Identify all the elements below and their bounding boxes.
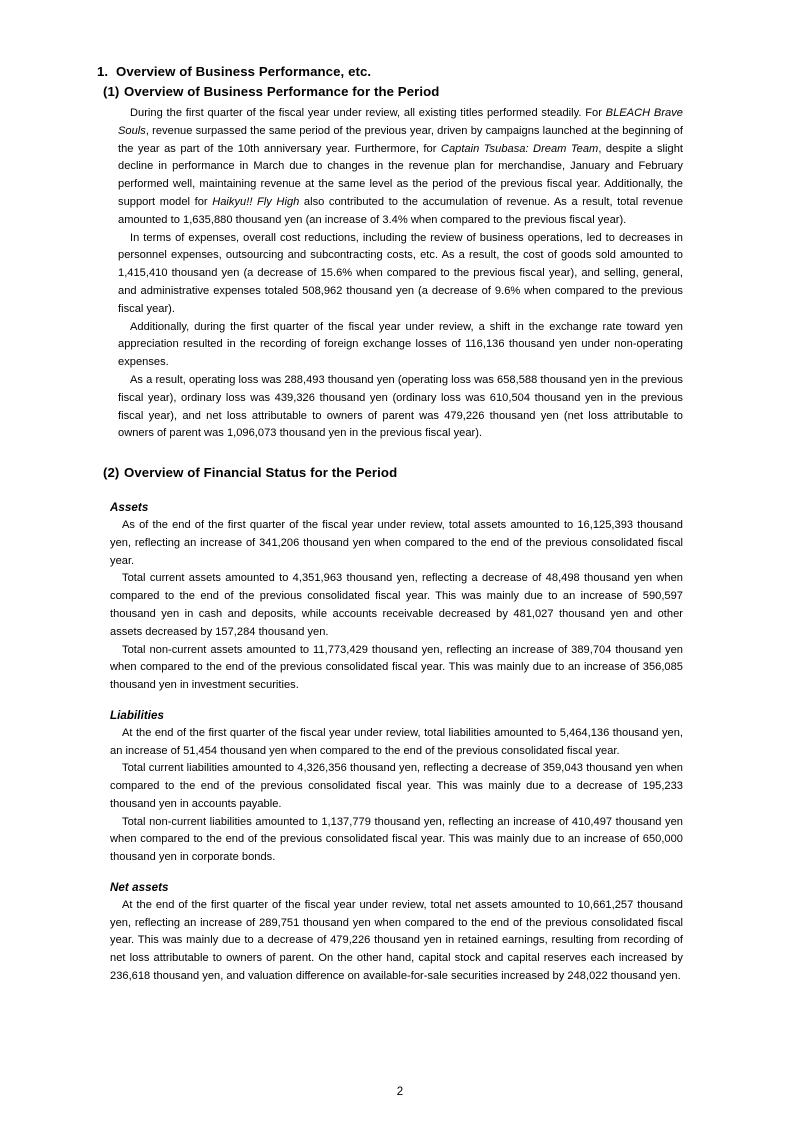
heading-section-1-number: 1. xyxy=(97,64,109,79)
paragraph: Total current assets amounted to 4,351,963 thousand yen, reflecting a decrease of 48,498 thousand yen when compared to the end of the previous consolidated fiscal year. This was mainly due to an increase of 590,597 thousand yen in cash and deposits, while accounts receivable decreased by 481,027 thousand yen and other assets decreased by 157,284 thousand yen. xyxy=(110,572,683,638)
heading-section-1-title: Overview of Business Performance, etc. xyxy=(116,64,372,79)
heading-subsection-2-number: (2) xyxy=(103,465,120,481)
paragraph: In terms of expenses, overall cost reductions, including the review of business operations, led to decreases in personnel expenses, outsourcing and subcontracting costs, etc. As a result, the cost of goods sold amounted to 1,415,410 thousand yen (a decrease of 15.6% when compared to the previous fiscal year), and selling, general, and administrative expenses totaled 508,962 thousand yen (a decrease of 9.6% when compared to the previous fiscal year). xyxy=(118,231,683,315)
heading-section-1 xyxy=(97,62,683,81)
liabilities-body xyxy=(110,725,683,867)
spacer xyxy=(97,443,683,463)
paragraph: At the end of the first quarter of the fiscal year under review, total liabilities amounted to 5,464,136 thousand yen, an increase of 51,454 thousand yen when compared to the end of the previous consolidated fiscal year. xyxy=(110,726,683,757)
heading-assets: Assets xyxy=(110,501,149,515)
spacer xyxy=(97,482,683,499)
paragraph: At the end of the first quarter of the fiscal year under review, total net assets amounted to 10,661,257 thousand yen, reflecting an increase of 289,751 thousand yen when compared to the end of the previous consolidated fiscal year. This was mainly due to a decrease of 479,226 thousand yen in retained earnings, resulting from recording of net loss attributable to owners of parent. On the other hand, capital stock and capital reserves each increased by 236,618 thousand yen, and valuation difference on available-for-sale securities increased by 248,022 thousand yen. xyxy=(110,898,683,983)
heading-subsection-2 xyxy=(103,463,683,482)
spacer xyxy=(97,867,683,879)
subsection-1-body xyxy=(118,105,683,443)
heading-subsection-1-number: (1) xyxy=(103,84,120,99)
page-number: 2 xyxy=(396,1086,404,1098)
paragraph: During the first quarter of the fiscal year under review, all existing titles performed steadily. For BLEACH Brave Souls, revenue surpassed the same period of the previous year, driven by campaigns launched at the beginning of the year as part of the 10th anniversary year. Furthermore, for Captain Tsubasa: Dream Team, despite a slight decline in performance in March due to changes in the revenue plan for merchandise, January and February performed well, maintaining revenue at the same level as the period of the previous fiscal year. Additionally, the support model for Haikyu!! Fly High also contributed to the accumulation of revenue. As a result, total revenue amounted to 1,635,880 thousand yen (an increase of 3.4% when compared to the previous fiscal year). xyxy=(118,107,684,226)
heading-net-assets: Net assets xyxy=(110,881,169,895)
heading-subsection-1 xyxy=(103,82,683,101)
paragraph: Total non-current assets amounted to 11,773,429 thousand yen, reflecting an increase of 389,704 thousand yen when compared to the end of the previous consolidated fiscal year. This was mainly due to an increase of 356,085 thousand yen in investment securities. xyxy=(110,643,683,692)
heading-liabilities: Liabilities xyxy=(110,708,165,722)
net-assets-body xyxy=(110,897,683,986)
assets-body xyxy=(110,517,683,695)
paragraph: Total current liabilities amounted to 4,326,356 thousand yen, reflecting a decrease of 359,043 thousand yen when compared to the end of the previous consolidated fiscal year. This was mainly due to a decrease of 195,233 thousand yen in accounts payable. xyxy=(110,762,683,810)
paragraph: As a result, operating loss was 288,493 thousand yen (operating loss was 658,588 thousand yen in the previous fiscal year), ordinary loss was 439,326 thousand yen (ordinary loss was 610,504 thousand yen in the previous fiscal year), and net loss attributable to owners of parent was 479,226 thousand yen (net loss attributable to owners of parent was 1,096,073 thousand yen in the previous fiscal year). xyxy=(118,373,683,440)
heading-subsection-1-title: Overview of Business Performance for the Period xyxy=(124,84,440,99)
spacer xyxy=(97,695,683,707)
paragraph: As of the end of the first quarter of the fiscal year under review, total assets amounted to 16,125,393 thousand yen, reflecting an increase of 341,206 thousand yen when compared to the end of the previous consolidated fiscal year. xyxy=(110,518,683,567)
page-content xyxy=(97,62,683,986)
heading-subsection-2-title: Overview of Financial Status for the Period xyxy=(124,465,398,481)
paragraph: Total non-current liabilities amounted to 1,137,779 thousand yen, reflecting an increase of 410,497 thousand yen when compared to the end of the previous consolidated fiscal year. This was mainly due to an increase of 650,000 thousand yen in corporate bonds. xyxy=(110,815,683,864)
paragraph: Additionally, during the first quarter of the fiscal year under review, a shift in the exchange rate toward yen appreciation resulted in the recording of foreign exchange losses of 116,136 thousand yen under non-operating expenses. xyxy=(118,320,683,369)
